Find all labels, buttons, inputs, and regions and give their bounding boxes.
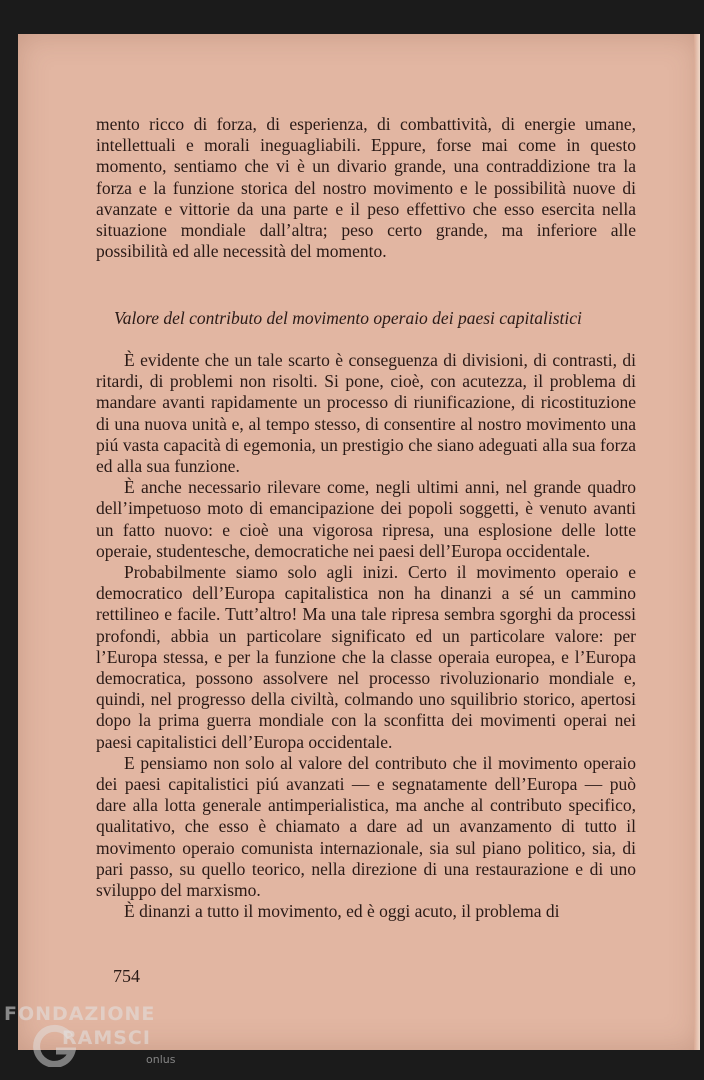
- paragraph: È anche necessario rilevare come, negli ultimi anni, nel grande quadro dell’impetuoso moto di emancipazione dei popoli soggetti, è venuto avanti un fatto nuovo: e cioè una vigorosa ripresa, una esplosione delle lotte operaie, studentesche, democratiche nei paesi dell’Europa occidentale.: [96, 477, 636, 561]
- page-number: 754: [113, 966, 140, 986]
- watermark-line1: FONDAZIONE: [4, 1003, 156, 1025]
- paragraph: E pensiamo non solo al valore del contributo che il movimento operaio dei paesi capitalistici piú avanzati — e segnatamente dell’Europa — può dare alla lotta generale antimperialistica, ma anche al contributo specifico, qualitativo, che esso è chiamato a dare ad un avanzamento di tutto il movimento operaio comunista internazionale, sia sul piano politico, sia, di pari passo, su quello teorico, nella direzione di una restaurazione e di uno sviluppo del marxismo.: [96, 752, 636, 901]
- top-paragraph: mento ricco di forza, di esperienza, di combattività, di energie umane, intellettuali e morali ineguagliabili. Eppure, forse mai come in questo momento, sentiamo che vi è un divario grande, una contraddizione tra la forza e la funzione storica del nostro movimento e le possibilità nuove di avanzate e vittorie da una parte e il peso effettivo che esso esercita nella situazione mondiale dall’altra; peso certo grande, ma inferiore alle possibilità ed alle necessità del momento.: [96, 114, 636, 262]
- watermark-line3: onlus: [146, 1053, 176, 1066]
- watermark-line2: RAMSCI: [62, 1027, 151, 1049]
- body-text-block: [96, 350, 636, 922]
- section-heading: Valore del contributo del movimento operaio dei paesi capitalistici: [114, 308, 582, 328]
- paragraph: È evidente che un tale scarto è conseguenza di divisioni, di contrasti, di ritardi, di problemi non risolti. Si pone, cioè, con acutezza, il problema di mandare avanti rapidamente un processo di riunificazione, di ricostituzione di una nuova unità e, al tempo stesso, di consentire al nostro movimento una piú vasta capacità di egemonia, un prestigio che siano adeguati alla sua forza ed alla sua funzione.: [96, 350, 636, 477]
- fondazione-gramsci-watermark: [4, 1003, 174, 1075]
- top-paragraph-block: [96, 114, 636, 262]
- page-edge: [694, 34, 700, 1050]
- paragraph: È dinanzi a tutto il movimento, ed è oggi acuto, il problema di: [124, 901, 560, 922]
- paragraph: Probabilmente siamo solo agli inizi. Certo il movimento operaio e democratico dell’Europa capitalistica non ha dinanzi a sé un cammino rettilineo e facile. Tutt’altro! Ma una tale ripresa sembra sgorghi da processi profondi, abbia un particolare significato ed un particolare valore: per l’Europa stessa, e per la funzione che la classe operaia europea, e l’Europa democratica, possono assolvere nel processo rivoluzionario mondiale e, quindi, nel progresso della civiltà, colmando uno squilibrio storico, apertosi dopo la prima guerra mondiale con la sconfitta dei movimenti operai nei paesi capitalistici dell’Europa occidentale.: [96, 562, 636, 752]
